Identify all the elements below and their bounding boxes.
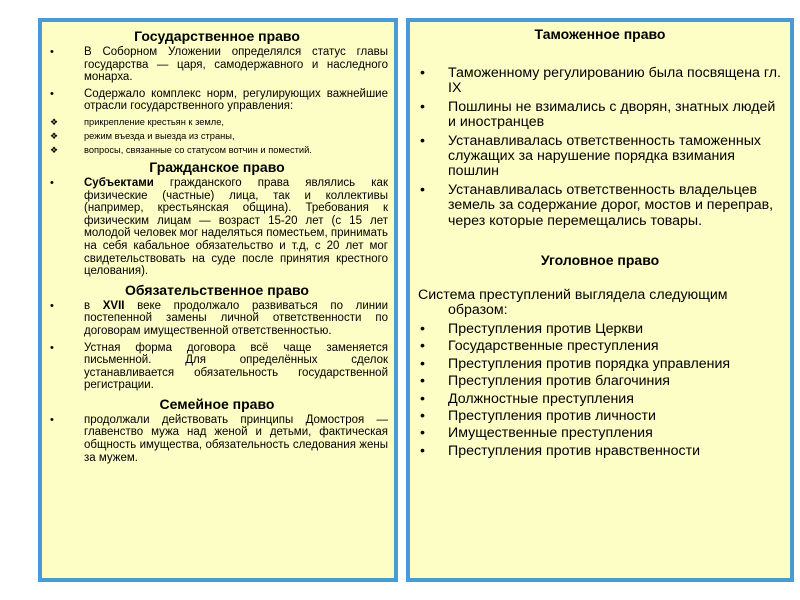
section-civil-law — [46, 159, 388, 278]
list-item: • Преступления против благочиния — [420, 373, 670, 390]
section-obligation-law — [46, 282, 388, 392]
list-item: • Содержало комплекс норм, регулирующих важнейшие отрасли государственного управления: — [50, 87, 388, 113]
diamond-bullet-icon: ❖ — [50, 116, 59, 127]
list-item: • Субъектами гражданского права являлись как физические (частные) лица, так и коллективы (например, крестьянская община). Требования к физическим лицам — возраст 15-20 лет (с 15 лет молодой человек мог наделяться поместьем, принимать на себя кабальное обязательство и т.д, с 20 лет мог свидетельствовать на суде после принятия крестного целования). — [50, 176, 388, 278]
section-state-law — [46, 28, 388, 156]
list-item: • Преступления против личности — [420, 407, 656, 424]
list-item: • Преступления против Церкви — [420, 320, 644, 337]
list-item: ❖ вопросы, связанные со статусом вотчин и поместий. — [50, 144, 312, 155]
list-item: • Устная форма договора всё чаще заменяется письменной. Для определённых сделок устанавливается обязательность государственной регистрации. — [50, 341, 388, 392]
list-item: • в XVII веке продолжало развиваться по линии постепенной замены личной ответственности по договорам имущественной ответственностью. — [50, 299, 389, 337]
list-item: • Государственные преступления — [420, 338, 659, 355]
list-item: • Преступления против порядка управления — [420, 355, 731, 372]
list-item: • Устанавливалась ответственность таможенных служащих за нарушение порядка взимания пошлин — [420, 132, 762, 180]
list-item: • В Соборном Уложении определялся статус главы государства — царя, самодержавного и наследного монарха. — [50, 46, 388, 84]
section-title-customs-law: Таможенное право — [534, 26, 666, 42]
list-item: ❖ прикрепление крестьян к земле, — [50, 116, 224, 127]
list-item: • Таможенному регулированию была посвящена гл. IX — [420, 65, 781, 97]
list-item: • Преступления против нравственности — [420, 442, 701, 459]
section-family-law — [46, 396, 388, 464]
section-title-state-law: Государственное право — [134, 28, 300, 44]
list-item: • Должностные преступления — [420, 390, 634, 407]
list-item: ❖ режим въезда и выезда из страны, — [50, 130, 235, 141]
diamond-bullet-icon: ❖ — [50, 144, 59, 155]
list-item: • продолжали действовать принципы Домостроя — главенство мужа над женой и детьми, фактическая общность имущества, обязательность следования жены за мужем. — [50, 413, 388, 464]
left-panel — [38, 18, 398, 582]
diamond-bullet-icon: ❖ — [50, 130, 59, 141]
criminal-intro: Система преступлений выглядела следующим — [418, 287, 728, 304]
section-title-family-law: Семейное право — [159, 395, 275, 412]
section-title-obligation-law: Обязательственное право — [125, 281, 309, 298]
right-panel — [406, 18, 794, 582]
list-item: • Устанавливалась ответственность владельцев земель за содержание дорог, мостов и переправ, через которые перемещались товары. — [420, 181, 774, 229]
list-item: • Пошлины не взимались с дворян, знатных людей и иностранцев — [420, 98, 776, 131]
section-title-civil-law: Гражданское право — [149, 158, 285, 175]
section-title-criminal-law: Уголовное право — [540, 252, 660, 269]
criminal-intro-cont: образом: — [448, 302, 508, 319]
list-item: • Имущественные преступления — [420, 425, 653, 442]
